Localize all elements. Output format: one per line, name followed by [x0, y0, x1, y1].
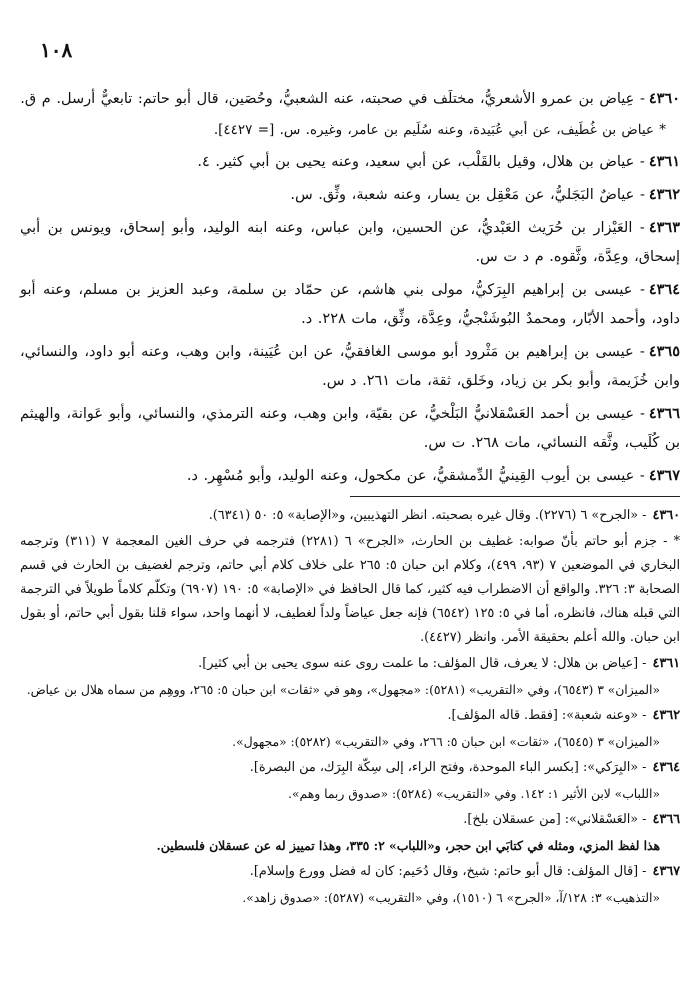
- entry-text: - عيسى بن إبراهيم بن مَثْرود أبو موسى الغافقيُّ، عن ابن عُيَينة، وابن وهب، وعنه أبو داود، والنسائي، وابن خُزَيمة، وأبو بكر بن زياد، وخَلق، ثقة، مات ٢٦١. د س.: [20, 344, 680, 389]
- footnote-number: ٤٣٦٦: [652, 812, 680, 827]
- main-text: [20, 84, 680, 494]
- footnote-4364: [20, 756, 680, 780]
- footnote-divider: [350, 496, 680, 497]
- entry-number: ٤٣٦٦: [648, 405, 680, 422]
- footnote-number: ٤٣٦١: [652, 656, 680, 671]
- entry-4367: [20, 461, 680, 491]
- entry-number: ٤٣٦٥: [648, 343, 680, 360]
- footnote-text: «التذهيب» ٣: ١٢٨/آ، «الجرح» ٦ (١٥١٠)، وفي «التقريب» (٥٢٨٧): «صدوق زاهد».: [242, 891, 660, 905]
- entry-text: - عِياض بن عمرو الأشعريُّ، مختلَف في صحبته، عنه الشعبيُّ، وحُصَين، قال أبو حاتم: تابعيٌّ أرسل. م ق.: [20, 91, 645, 107]
- entry-text: - عيسى بن أيوب القِينيُّ الدِّمشقيُّ، عن مكحول، وعنه الوليد، وأبو مُسْهِر. د.: [186, 468, 645, 484]
- footnote-4362-detail: [20, 730, 660, 754]
- entry-text: - عياضٌ البَجَليُّ، عن مَعْقِل بن يسار، وعنه شعبة، وثِّق. س.: [290, 187, 645, 203]
- footnote-text: «الميزان» ٣ (٦٥٤٣)، وفي «التقريب» (٥٢٨١): «مجهول»، وهو في «ثقات» ابن حبان ٥: ٢٦٥، ووهِم من سماه هلال بن عياض.: [26, 683, 660, 697]
- footnote-text: - «البِرَكي»: [بكسر الباء الموحدة، وفتح الراء، إلى سِكّة البِرَك، من البصرة].: [249, 760, 647, 775]
- footnote-text: * - جزم أبو حاتم بأنّ صوابه: غطيف بن الحارث، «الجرح» ٦ (٢٢٨١) فترجمه في حرف الغين المعجمة ٧ (٣١١) وترجمه البخاري في الموضعين ٧ (٩٣، ٤٩٩)، وكلام ابن حبان ٥: ٢٦٥ على خلاف كلام أبي حاتم، وترجم لغضيف بن الحارث في قسم الصحابة ٣: ٣٢٦. والواقع أن الاضطراب فيه كثير، كما قال الحافظ في «الإصابة» ٥: ١٩٠ (٦٩٠٧) وتكلّم كلاماً طويلاً في الترجمة التي قبله هناك، فانظره، أما في ٥: ١٢٥ (٦٥٤٢) فإنه جعل عياضاً ولداً لغطيف، لا أنهما واحد، سواء قلنا بقول أبي حاتم، أو بقول ابن حبان. والله أعلم بحقيقة الأمر. وانظر (٤٤٢٧).: [20, 534, 681, 645]
- footnote-text: - [قال المؤلف: قال أبو حاتم: شيخ، وقال دُحَيم: كان له فضل وورع وإسلام].: [249, 864, 647, 879]
- entry-number: ٤٣٦٧: [648, 467, 680, 484]
- footnote-text: هذا لفظ المزي، ومثله في كتابَي ابن حجر، و«اللباب» ٢: ٣٣٥، وهذا تمييز له عن عسقلان فلسطين.: [156, 838, 660, 853]
- footnote-number: ٤٣٦٠: [652, 508, 680, 523]
- entry-text: - العَيْزار بن حُرَيث العَبْديُّ، عن الحسين، وابن عباس، وعنه ابنه الوليد، وأبو إسحاق، ويونس بن أبي إسحاق، وعِدَّة، وثَّقوه. م د ت س.: [20, 220, 680, 265]
- footnote-4364-detail: [20, 782, 660, 806]
- footnote-4361-detail: [20, 678, 660, 702]
- footnote-text: «الميزان» ٣ (٦٥٤٥)، «ثقات» ابن حبان ٥: ٢٦٦، وفي «التقريب» (٥٢٨٢): «مجهول».: [232, 735, 660, 749]
- entry-number: ٤٣٦٠: [648, 90, 680, 107]
- footnote-4361: [20, 652, 680, 676]
- entry-4360: [20, 84, 680, 114]
- footnote-text: - «العَسْقلاني»: [من عسقلان بلخ].: [463, 812, 647, 827]
- entry-text: - عيسى بن أحمد العَسْقلانيُّ البَلْخيُّ، عن بقيّة، وابن وهب، وعنه الترمذي، والنسائي، وأبو عَوانة، والهيثم بن كُلَيب، وثَّقه النسائي، مات ٢٦٨. ت س.: [20, 406, 680, 451]
- entry-text: - عياض بن هلال، وقيل بالقَلْب، عن أبي سعيد، وعنه يحيى بن أبي كثير. ٤.: [197, 154, 645, 170]
- entry-4363: [20, 213, 680, 272]
- entry-4365: [20, 337, 680, 396]
- entry-star: [20, 117, 666, 144]
- entry-4364: [20, 275, 680, 334]
- footnote-4367: [20, 860, 680, 884]
- entry-text: * عياض بن غُطَيف، عن أبي عُبَيدة، وعنه سُلَيم بن عامر، وغيره. س. [= ٤٤٢٧].: [213, 122, 666, 138]
- entry-4366: [20, 399, 680, 458]
- entry-number: ٤٣٦٤: [648, 281, 680, 298]
- entry-text: - عيسى بن إبراهيم البِرَكيُّ، مولى بني هاشم، عن حمّاد بن سلمة، وعبد العزيز بن مسلم، وعنه أبو داود، وأحمد الأبّار، ومحمدٌ البُوشَنْجيُّ، وعِدَّة، وثِّق، مات ٢٢٨. د.: [20, 282, 680, 327]
- entry-4362: [20, 180, 680, 210]
- footnotes: [20, 504, 680, 912]
- footnote-text: - «الجرح» ٦ (٢٢٧٦). وقال غيره بصحبته. انظر التهذيبين، و«الإصابة» ٥: ٥٠ (٦٣٤١).: [208, 508, 647, 523]
- footnote-4366: [20, 808, 680, 832]
- footnote-number: ٤٣٦٧: [652, 864, 680, 879]
- entry-number: ٤٣٦٢: [648, 186, 680, 203]
- entry-number: ٤٣٦١: [648, 153, 680, 170]
- footnote-4360: [20, 504, 680, 528]
- footnote-4367-detail: [20, 886, 660, 910]
- footnote-text: - [عياض بن هلال: لا يعرف، قال المؤلف: ما علمت روى عنه سوى يحيى بن أبي كثير].: [198, 656, 647, 671]
- footnote-4362: [20, 704, 680, 728]
- page-number: ١٠٨: [40, 38, 73, 62]
- footnote-number: ٤٣٦٤: [652, 760, 680, 775]
- entry-number: ٤٣٦٣: [648, 219, 680, 236]
- footnote-4366-detail: [20, 834, 660, 858]
- footnote-text: - «وعنه شعبة»: [فقط. قاله المؤلف].: [447, 708, 647, 723]
- footnote-number: ٤٣٦٢: [652, 708, 680, 723]
- footnote-text: «اللباب» لابن الأثير ١: ١٤٢. وفي «التقريب» (٥٢٨٤): «صدوق ربما وهم».: [288, 787, 660, 801]
- entry-4361: [20, 147, 680, 177]
- footnote-star: [20, 530, 680, 650]
